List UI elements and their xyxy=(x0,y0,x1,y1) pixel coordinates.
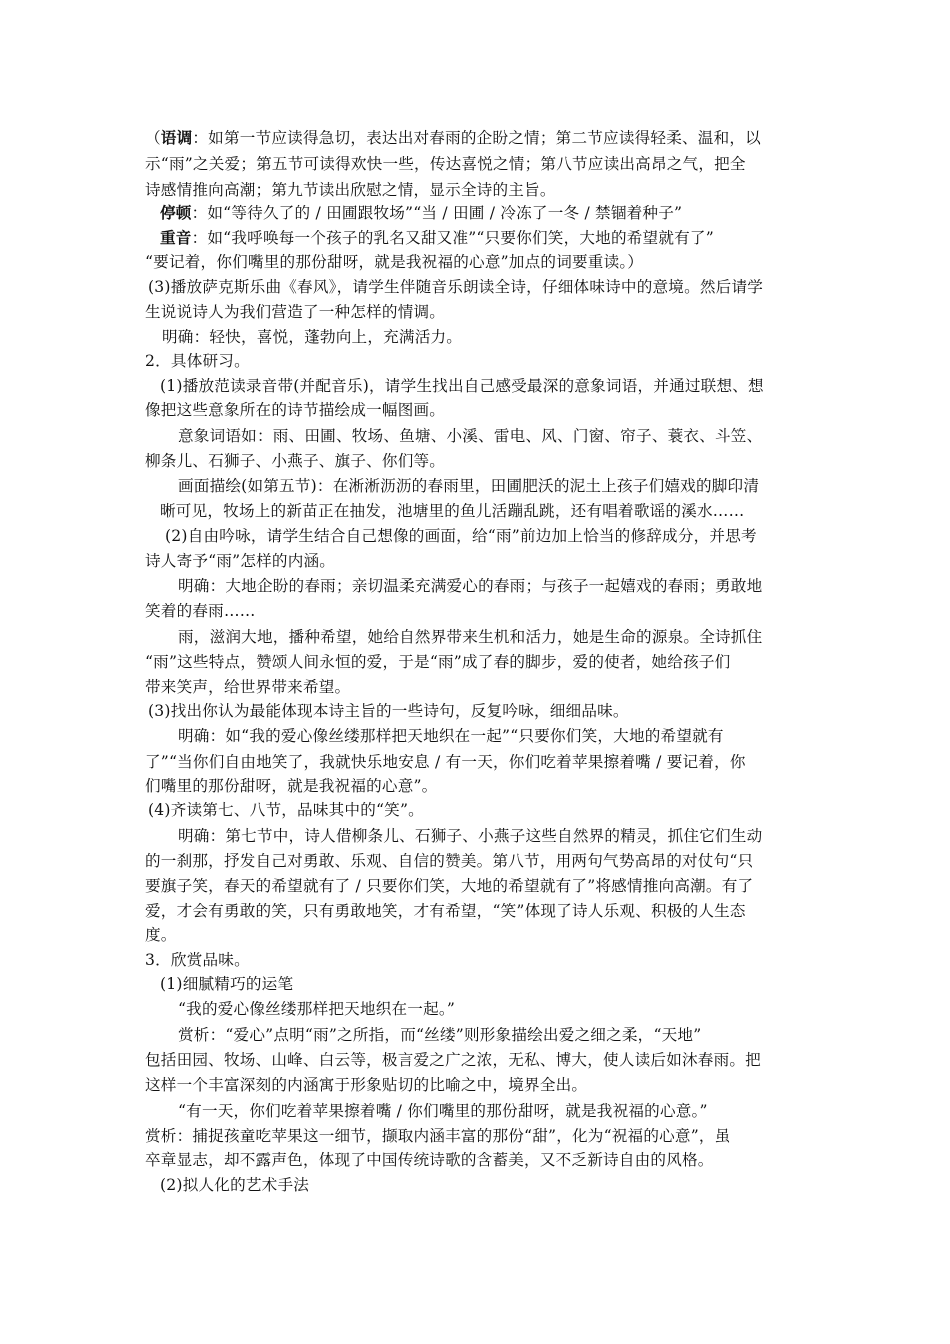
text-span: (1)细腻精巧的运笔 xyxy=(160,975,294,993)
text-span: “有一天，你们吃着苹果擦着嘴 / 你们嘴里的那份甜呀，就是我祝福的心意。” xyxy=(178,1102,708,1120)
text-span: 柳条儿、石狮子、小燕子、旗子、你们等。 xyxy=(145,452,446,470)
text-span: (3)找出你认为最能体现本诗主旨的一些诗句，反复吟咏，细细品味。 xyxy=(148,702,629,720)
text-span: 晰可见，牧场上的新苗正在抽发，池塘里的鱼儿活蹦乱跳，还有唱着歌谣的溪水…… xyxy=(160,502,745,520)
text-line xyxy=(178,726,724,746)
text-line xyxy=(145,876,753,896)
text-line xyxy=(160,1175,309,1195)
text-line xyxy=(178,999,455,1019)
text-line xyxy=(160,228,714,248)
text-span: 意象词语如：雨、田圃、牧场、鱼塘、小溪、雷电、风、门窗、帘子、蓑衣、斗笠、 xyxy=(178,427,763,445)
text-span: 这样一个丰富深刻的内涵寓于形象贴切的比喻之中，境界全出。 xyxy=(145,1076,588,1094)
text-line xyxy=(145,752,746,772)
text-line xyxy=(145,925,177,945)
text-line xyxy=(145,351,250,371)
text-line xyxy=(178,576,762,596)
text-line xyxy=(178,826,762,846)
text-line xyxy=(178,1025,701,1045)
text-span: 赏析：“爱心”点明“雨”之所指，而“丝缕”则形象描绘出爱之细之柔，“天地” xyxy=(178,1026,702,1044)
text-span: (4)齐读第七、八节，品味其中的“笑”。 xyxy=(148,801,424,819)
text-span: 3．欣赏品味。 xyxy=(145,951,250,969)
text-span: (3)播放萨克斯乐曲《春风》，请学生伴随音乐朗读全诗，仔细体味诗中的意境。然后请学 xyxy=(148,278,764,296)
text-span: （ xyxy=(145,129,161,147)
text-span: 明确：大地企盼的春雨；亲切温柔充满爱心的春雨；与孩子一起嬉戏的春雨；勇敢地 xyxy=(178,577,763,595)
text-line xyxy=(145,451,445,471)
text-line xyxy=(160,376,764,396)
text-span: ：如第一节应读得急切，表达出对春雨的企盼之情；第二节应读得轻柔、温和，以 xyxy=(192,129,761,147)
text-line xyxy=(178,627,762,647)
text-line xyxy=(145,400,445,420)
text-line xyxy=(145,950,250,970)
text-line xyxy=(145,1126,730,1146)
text-line xyxy=(145,1075,587,1095)
text-span: 诗感情推向高潮；第九节读出欣慰之情，显示全诗的主旨。 xyxy=(145,181,556,199)
text-line xyxy=(145,1050,761,1070)
text-span: 们嘴里的那份甜呀，就是我祝福的心意”。 xyxy=(145,777,438,795)
text-line xyxy=(165,526,757,546)
text-line xyxy=(145,851,753,871)
text-line xyxy=(145,776,437,796)
text-span: “雨”这些特点，赞颂人间永恒的爱，于是“雨”成了春的脚步，爱的使者，她给孩子们 xyxy=(145,653,731,671)
text-span: 明确：如“我的爱心像丝缕那样把天地织在一起”“只要你们笑，大地的希望就有 xyxy=(178,727,724,745)
text-span: 画面描绘(如第五节)：在淅淅沥沥的春雨里，田圃肥沃的泥土上孩子们嬉戏的脚印清 xyxy=(178,477,760,495)
text-span: 卒章显志，却不露声色，体现了中国传统诗歌的含蓄美，又不乏新诗自由的风格。 xyxy=(145,1151,714,1169)
text-span: (1)播放范读录音带(并配音乐)，请学生找出自己感受最深的意象词语，并通过联想、想 xyxy=(160,377,764,395)
text-line xyxy=(160,203,682,223)
text-span: ：如“等待久了的 / 田圃跟牧场”“当 / 田圃 / 冷冻了一冬 / 禁锢着种子” xyxy=(191,204,683,222)
text-line xyxy=(178,1101,708,1121)
text-line xyxy=(160,974,293,994)
text-span: 明确：轻快，喜悦，蓬勃向上，充满活力。 xyxy=(162,328,463,346)
text-line xyxy=(145,302,445,322)
text-span: 带来笑声，给世界带来希望。 xyxy=(145,678,351,696)
text-span: 雨，滋润大地，播种希望，她给自然界带来生机和活力，她是生命的源泉。全诗抓住 xyxy=(178,628,763,646)
text-span: 像把这些意象所在的诗节描绘成一幅图画。 xyxy=(145,401,446,419)
text-line xyxy=(148,701,629,721)
text-span: “我的爱心像丝缕那样把天地织在一起。” xyxy=(178,1000,456,1018)
text-span: (2)拟人化的艺术手法 xyxy=(160,1176,310,1194)
text-span: 包括田园、牧场、山峰、白云等，极言爱之广之浓，无私、博大，使人读后如沐春雨。把 xyxy=(145,1051,761,1069)
text-span: 的一刹那，抒发自己对勇敢、乐观、自信的赞美。第八节，用两句气势高昂的对仗句“只 xyxy=(145,852,754,870)
text-span: 2．具体研习。 xyxy=(145,352,250,370)
text-span: 赏析：捕捉孩童吃苹果这一细节，撷取内涵丰富的那份“甜”，化为“祝福的心意”，虽 xyxy=(145,1127,731,1145)
bold-term: 语调 xyxy=(160,128,193,147)
text-span: 生说说诗人为我们营造了一种怎样的情调。 xyxy=(145,303,446,321)
bold-term: 停顿 xyxy=(160,203,192,222)
text-span: 明确：第七节中，诗人借柳条儿、石狮子、小燕子这些自然界的精灵，抓住它们生动 xyxy=(178,827,763,845)
text-span: (2)自由吟咏，请学生结合自己想像的画面，给“雨”前边加上恰当的修辞成分，并思考 xyxy=(165,527,757,545)
text-line xyxy=(145,677,350,697)
text-line xyxy=(178,426,762,446)
text-span: 要旗子笑，春天的希望就有了 / 只要你们笑，大地的希望就有了”将感情推向高潮。有了 xyxy=(145,877,754,895)
text-span: 了”“当你们自由地笑了，我就快乐地安息 / 有一天，你们吃着苹果擦着嘴 / 要记着，你 xyxy=(145,753,746,771)
text-line xyxy=(178,476,759,496)
text-line xyxy=(145,154,746,174)
text-line xyxy=(148,277,763,297)
text-line xyxy=(145,601,256,621)
text-span: 诗人寄予“雨”怎样的内涵。 xyxy=(145,552,336,570)
text-line xyxy=(145,1150,714,1170)
text-line xyxy=(148,800,424,820)
text-line xyxy=(145,180,556,200)
text-line xyxy=(160,501,744,521)
text-line xyxy=(145,901,746,921)
text-span: “要记着，你们嘴里的那份甜呀，就是我祝福的心意”加点的词要重读。） xyxy=(145,253,644,271)
text-span: 度。 xyxy=(145,926,177,944)
text-span: 笑着的春雨…… xyxy=(145,602,256,620)
bold-term: 重音 xyxy=(160,228,192,247)
text-line xyxy=(145,652,730,672)
text-span: 示“雨”之关爱；第五节可读得欢快一些，传达喜悦之情；第八节应读出高昂之气，把全 xyxy=(145,155,746,173)
text-line xyxy=(145,252,643,272)
text-span: ：如“我呼唤每一个孩子的乳名又甜又准”“只要你们笑，大地的希望就有了” xyxy=(191,229,714,247)
text-line xyxy=(145,551,335,571)
text-line xyxy=(162,327,462,347)
text-span: 爱，才会有勇敢的笑，只有勇敢地笑，才有希望，“笑”体现了诗人乐观、积极的人生态 xyxy=(145,902,746,920)
text-line xyxy=(145,128,761,148)
